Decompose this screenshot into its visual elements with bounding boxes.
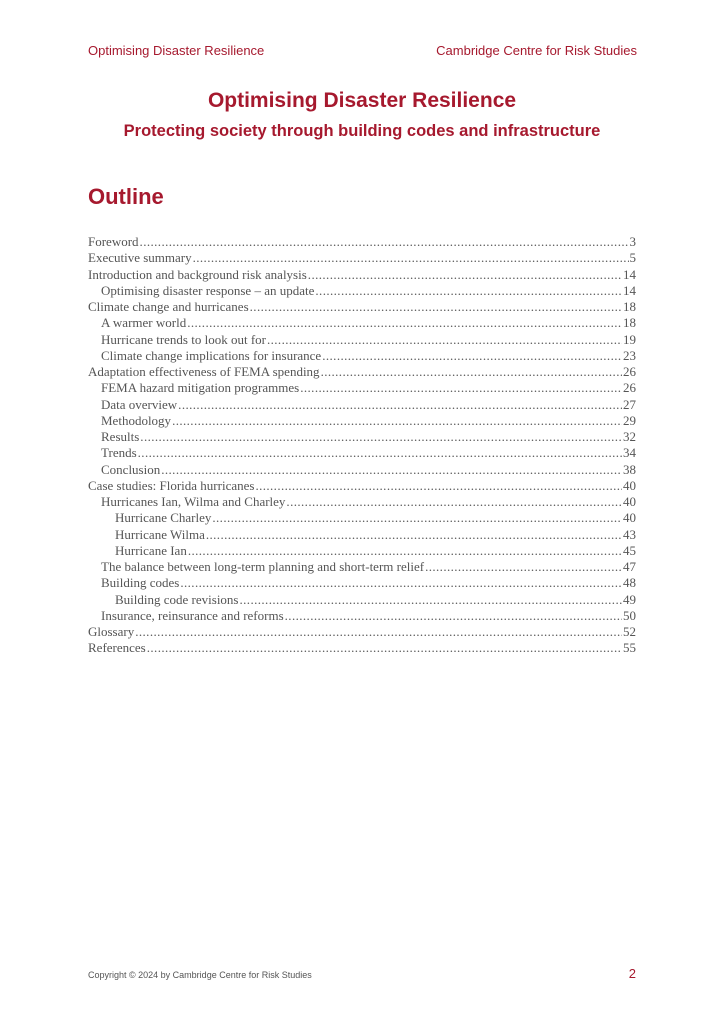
toc-dot-leader bbox=[135, 624, 622, 640]
toc-entry-title: Case studies: Florida hurricanes bbox=[88, 477, 255, 493]
toc-entry-page: 14 bbox=[623, 266, 636, 282]
toc-entry[interactable] bbox=[88, 478, 636, 494]
toc-entry-page: 40 bbox=[623, 510, 636, 526]
toc-entry-title: Conclusion bbox=[101, 461, 161, 477]
toc-entry-title: Insurance, reinsurance and reforms bbox=[101, 607, 284, 623]
toc-entry-page: 38 bbox=[623, 461, 636, 477]
toc-entry[interactable] bbox=[88, 429, 636, 445]
toc-entry-title: Building codes bbox=[101, 575, 180, 591]
table-of-contents bbox=[88, 234, 636, 657]
toc-entry[interactable] bbox=[88, 397, 636, 413]
toc-entry[interactable] bbox=[88, 592, 636, 608]
document-title: Optimising Disaster Resilience bbox=[207, 89, 517, 112]
toc-entry[interactable] bbox=[88, 494, 636, 510]
toc-entry-page: 52 bbox=[623, 624, 636, 639]
toc-entry-title: Climate change implications for insurance bbox=[101, 347, 322, 363]
toc-entry-title: Executive summary bbox=[88, 250, 192, 266]
toc-entry-title: The balance between long-term planning and short-term relief bbox=[101, 559, 425, 574]
toc-entry-page: 26 bbox=[623, 364, 636, 379]
toc-entry-page: 43 bbox=[623, 526, 636, 542]
toc-dot-leader bbox=[321, 364, 622, 380]
toc-entry-page: 23 bbox=[623, 347, 636, 363]
toc-dot-leader bbox=[140, 234, 629, 250]
toc-entry-title: Hurricane Charley bbox=[115, 510, 212, 526]
toc-entry-title: References bbox=[88, 640, 146, 656]
toc-entry-page: 18 bbox=[623, 315, 636, 331]
toc-entry-page: 5 bbox=[629, 250, 636, 266]
toc-dot-leader bbox=[188, 543, 622, 559]
toc-dot-leader bbox=[206, 527, 622, 543]
toc-entry[interactable] bbox=[88, 575, 636, 591]
toc-entry-title: Glossary bbox=[88, 624, 135, 639]
toc-entry-page: 40 bbox=[623, 494, 636, 509]
toc-entry-title: Hurricane trends to look out for bbox=[101, 331, 266, 347]
toc-entry-page: 3 bbox=[629, 234, 636, 249]
toc-entry[interactable] bbox=[88, 380, 636, 396]
toc-dot-leader bbox=[315, 283, 622, 299]
toc-entry-page: 55 bbox=[623, 640, 636, 656]
toc-entry-title: Adaptation effectiveness of FEMA spending bbox=[88, 364, 320, 379]
toc-entry[interactable] bbox=[88, 510, 636, 526]
toc-dot-leader bbox=[172, 413, 622, 429]
toc-entry[interactable] bbox=[88, 527, 636, 543]
page-number: 2 bbox=[628, 966, 636, 981]
toc-entry[interactable] bbox=[88, 250, 636, 266]
toc-entry[interactable] bbox=[88, 283, 636, 299]
toc-entry[interactable] bbox=[88, 348, 636, 364]
toc-entry-title: Hurricane Wilma bbox=[115, 526, 205, 542]
toc-dot-leader bbox=[147, 640, 622, 656]
toc-entry-page: 48 bbox=[623, 575, 636, 591]
running-header-title: Optimising Disaster Resilience bbox=[88, 43, 265, 58]
document-subtitle: Protecting society through building codes and infrastructure bbox=[123, 122, 601, 140]
toc-entry-title: Optimising disaster response – an update bbox=[101, 282, 315, 298]
toc-entry-page: 27 bbox=[623, 396, 636, 412]
toc-dot-leader bbox=[193, 250, 629, 266]
toc-dot-leader bbox=[180, 575, 622, 591]
toc-entry[interactable] bbox=[88, 315, 636, 331]
toc-dot-leader bbox=[286, 494, 622, 510]
toc-entry-title: Hurricanes Ian, Wilma and Charley bbox=[101, 494, 286, 509]
toc-entry[interactable] bbox=[88, 608, 636, 624]
toc-entry-title: Trends bbox=[101, 445, 137, 461]
toc-entry-page: 14 bbox=[623, 282, 636, 298]
toc-entry-page: 49 bbox=[623, 591, 636, 607]
toc-dot-leader bbox=[138, 445, 622, 461]
toc-entry[interactable] bbox=[88, 445, 636, 461]
toc-entry[interactable] bbox=[88, 559, 636, 575]
toc-dot-leader bbox=[285, 608, 622, 624]
toc-entry[interactable] bbox=[88, 413, 636, 429]
toc-entry-page: 32 bbox=[623, 429, 636, 444]
toc-entry-title: Data overview bbox=[101, 396, 178, 412]
toc-entry[interactable] bbox=[88, 462, 636, 478]
toc-entry-page: 19 bbox=[623, 331, 636, 347]
toc-entry-page: 50 bbox=[623, 607, 636, 623]
toc-entry-title: Hurricane Ian bbox=[115, 542, 187, 558]
toc-dot-leader bbox=[308, 267, 622, 283]
toc-entry-title: FEMA hazard mitigation programmes bbox=[101, 380, 300, 396]
toc-entry-page: 29 bbox=[623, 412, 636, 428]
toc-dot-leader bbox=[140, 429, 622, 445]
toc-dot-leader bbox=[300, 380, 622, 396]
toc-entry-title: Methodology bbox=[101, 412, 172, 428]
toc-entry-title: Results bbox=[101, 429, 140, 444]
toc-entry-page: 26 bbox=[623, 380, 636, 396]
toc-entry[interactable] bbox=[88, 364, 636, 380]
toc-entry-page: 45 bbox=[623, 542, 636, 558]
toc-entry[interactable] bbox=[88, 624, 636, 640]
toc-entry[interactable] bbox=[88, 234, 636, 250]
toc-dot-leader bbox=[267, 332, 622, 348]
toc-entry-page: 18 bbox=[623, 299, 636, 314]
toc-dot-leader bbox=[240, 592, 623, 608]
toc-entry-page: 40 bbox=[623, 477, 636, 493]
toc-entry-title: Foreword bbox=[88, 234, 139, 249]
toc-entry[interactable] bbox=[88, 332, 636, 348]
toc-entry[interactable] bbox=[88, 543, 636, 559]
toc-dot-leader bbox=[250, 299, 622, 315]
toc-dot-leader bbox=[161, 462, 622, 478]
toc-entry[interactable] bbox=[88, 299, 636, 315]
toc-entry[interactable] bbox=[88, 267, 636, 283]
toc-entry-title: A warmer world bbox=[101, 315, 187, 331]
toc-entry-page: 47 bbox=[623, 559, 636, 574]
copyright-notice: Copyright © 2024 by Cambridge Centre for Risk Studies bbox=[88, 970, 312, 980]
toc-dot-leader bbox=[178, 397, 622, 413]
toc-entry[interactable] bbox=[88, 640, 636, 656]
toc-entry-title: Introduction and background risk analysis bbox=[88, 266, 307, 282]
toc-entry-title: Climate change and hurricanes bbox=[88, 299, 249, 314]
toc-entry-title: Building code revisions bbox=[115, 591, 239, 607]
outline-heading: Outline bbox=[88, 184, 164, 209]
toc-dot-leader bbox=[212, 510, 622, 526]
toc-dot-leader bbox=[255, 478, 622, 494]
running-header-organisation: Cambridge Centre for Risk Studies bbox=[436, 43, 637, 58]
toc-dot-leader bbox=[425, 559, 622, 575]
toc-entry-page: 34 bbox=[623, 445, 636, 461]
toc-dot-leader bbox=[187, 315, 622, 331]
toc-dot-leader bbox=[322, 348, 622, 364]
